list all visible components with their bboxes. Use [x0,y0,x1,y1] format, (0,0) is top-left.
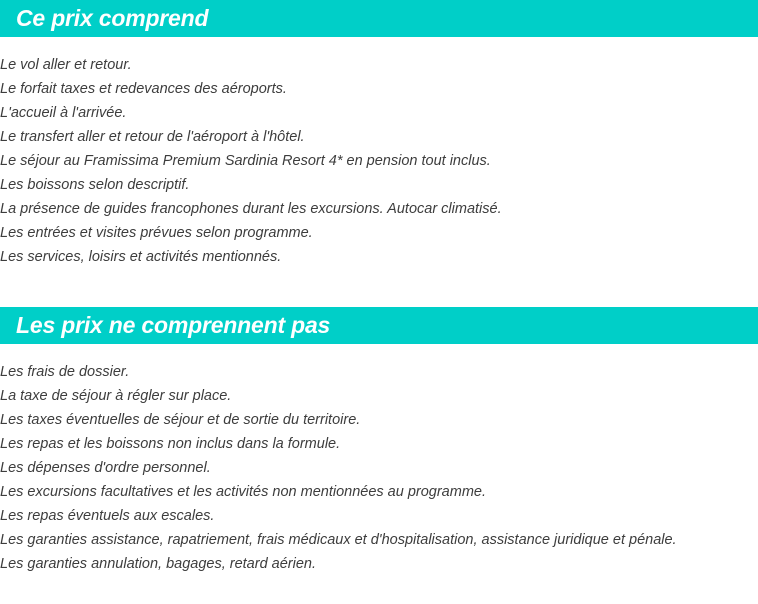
list-item: Les dépenses d'ordre personnel. [0,460,211,476]
list-item: Les boissons selon descriptif. [0,177,190,193]
list-item: Les garanties assistance, rapatriement, frais médicaux et d'hospitalisation, assistance juridique et pénale. [0,532,677,548]
list-item: Les frais de dossier. [0,364,130,380]
list-item: Les taxes éventuelles de séjour et de sortie du territoire. [0,412,361,428]
excludes-list [0,360,758,576]
list-item: La taxe de séjour à régler sur place. [0,388,232,404]
list-item: Les repas et les boissons non inclus dans la formule. [0,436,341,452]
list-item: L'accueil à l'arrivée. [0,105,127,121]
section-title-includes: Ce prix comprend [16,5,209,31]
list-item: Les repas éventuels aux escales. [0,508,215,524]
list-item: Le forfait taxes et redevances des aéroports. [0,81,287,97]
section-price-excludes [0,307,758,576]
list-item: Le transfert aller et retour de l'aéroport à l'hôtel. [0,129,305,145]
section-price-includes [0,0,758,269]
list-item: Les garanties annulation, bagages, retard aérien. [0,556,316,572]
list-item: Le vol aller et retour. [0,57,132,73]
section-header-excludes [0,307,758,344]
section-title-excludes: Les prix ne comprennent pas [16,312,331,338]
section-header-includes [0,0,758,37]
list-item: Les services, loisirs et activités mentionnés. [0,249,282,265]
list-item: Les excursions facultatives et les activités non mentionnées au programme. [0,484,486,500]
includes-list [0,53,758,269]
list-item: Le séjour au Framissima Premium Sardinia Resort 4* en pension tout inclus. [0,153,491,169]
list-item: Les entrées et visites prévues selon programme. [0,225,313,241]
list-item: La présence de guides francophones durant les excursions. Autocar climatisé. [0,201,502,217]
